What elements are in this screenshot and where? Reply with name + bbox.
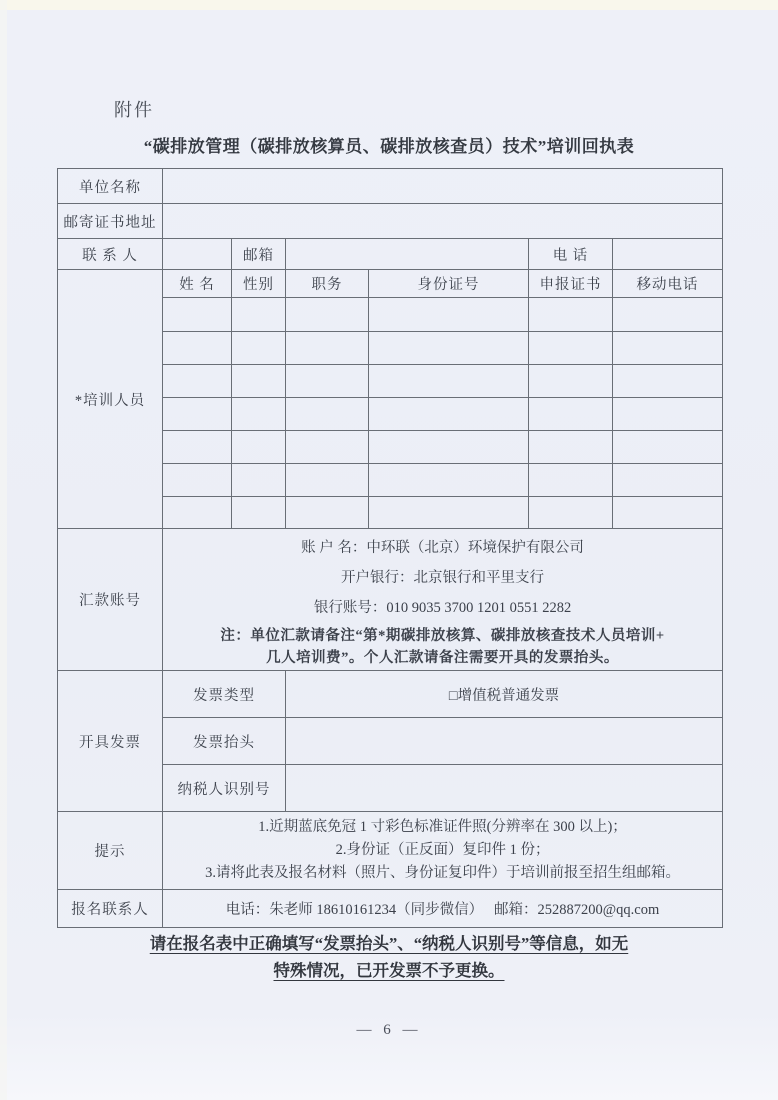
phone-value-cell [613, 239, 723, 270]
registration-contact-row [58, 890, 723, 928]
personnel-cell [163, 365, 232, 398]
personnel-cell [163, 464, 232, 497]
personnel-cell [369, 298, 529, 332]
personnel-cell [369, 365, 529, 398]
remittance-note-line1: 注：单位汇款请备注“第*期碳排放核算、碳排放核查技术人员培训+ [220, 628, 665, 644]
trainees-label: *培训人员 [58, 270, 163, 529]
personnel-cell [613, 398, 723, 431]
tips-label: 提示 [58, 812, 163, 890]
registration-contact-value: 电话：朱老师 18610161234（同步微信） 邮箱：252887200@qq.com [163, 890, 723, 928]
contact-row [58, 239, 723, 270]
mailing-address-row [58, 204, 723, 239]
invoice-type-value-cell: □增值税普通发票 [286, 671, 723, 718]
personnel-cell [286, 365, 369, 398]
invoice-title-label: 发票抬头 [163, 718, 286, 765]
invoice-type-row [58, 671, 723, 718]
personnel-header-name: 姓 名 [163, 270, 232, 298]
mailing-address-label: 邮寄证书地址 [58, 204, 163, 239]
personnel-cell [529, 332, 613, 365]
personnel-cell [369, 398, 529, 431]
personnel-cell [613, 464, 723, 497]
email-value-cell [286, 239, 529, 270]
attachment-label: 附件 [114, 100, 154, 120]
invoice-tax-id-value-cell [286, 765, 723, 812]
personnel-cell [529, 497, 613, 529]
footer-note [0, 930, 778, 984]
page-title: “碳排放管理（碳排放核算员、碳排放核查员）技术”培训回执表 [143, 137, 635, 156]
remittance-row [58, 529, 723, 671]
registration-form-table [57, 168, 723, 928]
personnel-cell [232, 497, 286, 529]
personnel-cell [529, 431, 613, 464]
footer-note-line2: 特殊情况，已开发票不予更换。 [273, 961, 505, 980]
invoice-title-value-cell [286, 718, 723, 765]
personnel-cell [286, 398, 369, 431]
mailing-address-value-cell [163, 204, 723, 239]
personnel-header-row [58, 270, 723, 298]
personnel-cell [529, 298, 613, 332]
personnel-cell [232, 365, 286, 398]
personnel-cell [163, 497, 232, 529]
personnel-header-mobile: 移动电话 [613, 270, 723, 298]
footer-note-line1: 请在报名表中正确填写“发票抬头”、“纳税人识别号”等信息，如无 [149, 934, 629, 953]
tips-item-3: 3.请将此表及报名材料（照片、身份证复印件）于培训前报至招生组邮箱。 [205, 865, 680, 881]
personnel-cell [286, 497, 369, 529]
unit-name-row [58, 169, 723, 204]
unit-name-label: 单位名称 [58, 169, 163, 204]
invoice-type-label: 发票类型 [163, 671, 286, 718]
personnel-cell [286, 464, 369, 497]
remittance-note-line2: 几人培训费”。个人汇款请备注需要开具的发票抬头。 [266, 649, 619, 666]
personnel-cell [369, 431, 529, 464]
personnel-cell [529, 398, 613, 431]
tips-item-1: 1.近期蓝底免冠 1 寸彩色标准证件照(分辨率在 300 以上)； [258, 819, 627, 835]
remittance-bank: 开户银行：北京银行和平里支行 [341, 570, 545, 586]
personnel-cell [232, 431, 286, 464]
personnel-cell [232, 464, 286, 497]
tips-content-cell [163, 812, 723, 890]
tips-item-2: 2.身份证（正反面）复印件 1 份； [335, 842, 550, 858]
personnel-header-id-number: 身份证号 [369, 270, 529, 298]
scan-edge-top [0, 0, 778, 10]
personnel-cell [163, 398, 232, 431]
personnel-cell [369, 464, 529, 497]
contact-label: 联 系 人 [58, 239, 163, 270]
email-label: 邮箱 [232, 239, 286, 270]
personnel-cell [613, 332, 723, 365]
remittance-account-name: 账 户 名：中环联（北京）环境保护有限公司 [301, 540, 584, 556]
personnel-cell [613, 431, 723, 464]
personnel-cell [163, 431, 232, 464]
unit-name-value-cell [163, 169, 723, 204]
tips-row [58, 812, 723, 890]
personnel-header-certificate: 申报证书 [529, 270, 613, 298]
personnel-cell [613, 365, 723, 398]
personnel-cell [232, 298, 286, 332]
personnel-cell [369, 497, 529, 529]
personnel-cell [613, 298, 723, 332]
personnel-cell [529, 365, 613, 398]
personnel-cell [163, 298, 232, 332]
remittance-details-cell [163, 529, 723, 671]
personnel-cell [286, 332, 369, 365]
personnel-cell [286, 431, 369, 464]
registration-contact-label: 报名联系人 [58, 890, 163, 928]
remittance-label: 汇款账号 [58, 529, 163, 671]
invoice-tax-id-label: 纳税人识别号 [163, 765, 286, 812]
personnel-cell [369, 332, 529, 365]
phone-label: 电 话 [529, 239, 613, 270]
contact-value-cell [163, 239, 232, 270]
personnel-cell [163, 332, 232, 365]
page-number: — 6 — [356, 1022, 422, 1038]
remittance-account-number: 银行账号：010 9035 3700 1201 0551 2282 [313, 600, 572, 616]
personnel-header-gender: 性别 [232, 270, 286, 298]
personnel-header-position: 职务 [286, 270, 369, 298]
personnel-cell [232, 332, 286, 365]
invoice-label: 开具发票 [58, 671, 163, 812]
personnel-cell [613, 497, 723, 529]
personnel-cell [286, 298, 369, 332]
personnel-cell [529, 464, 613, 497]
personnel-cell [232, 398, 286, 431]
